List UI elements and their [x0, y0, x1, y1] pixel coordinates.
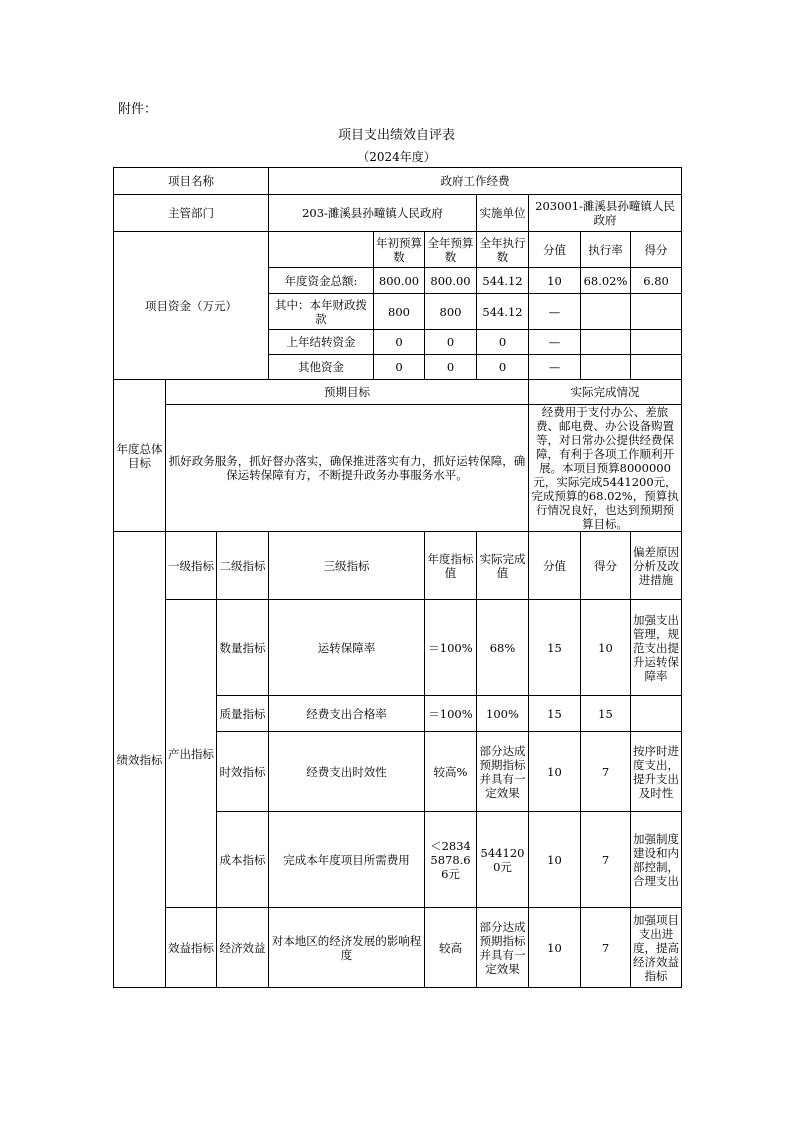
funds-header-rate: 执行率 [581, 232, 631, 268]
implementing-unit-label: 实施单位 [477, 195, 529, 232]
funds-row-annual: 0 [425, 355, 477, 380]
self-evaluation-table [113, 167, 682, 988]
indicator-level2: 数量指标 [217, 600, 269, 696]
goals-header-row [114, 380, 682, 405]
funds-header-blank [269, 232, 374, 268]
header-level2: 二级指标 [217, 532, 269, 600]
department-label: 主管部门 [114, 195, 269, 232]
funds-row-name: 其中：本年财政拨款 [269, 294, 374, 330]
indicator-points: 7 [581, 812, 631, 908]
funds-row-points [631, 330, 682, 355]
indicator-analysis [631, 696, 682, 732]
expected-goal-text: 抓好政务服务，抓好督办落实，确保推进落实有力，抓好运转保障，确保运转保障有方，不断提升政务办事服务水平。 [166, 405, 529, 532]
indicator-level2: 成本指标 [217, 812, 269, 908]
indicator-score: 15 [529, 600, 581, 696]
indicator-points: 7 [581, 732, 631, 812]
funds-row-annual: 800.00 [425, 268, 477, 294]
funds-row-rate [581, 294, 631, 330]
indicator-level3: 经费支出合格率 [269, 696, 425, 732]
header-score: 分值 [529, 532, 581, 600]
funds-row-initial: 0 [374, 330, 425, 355]
funds-row-points: 6.80 [631, 268, 682, 294]
funds-row-name: 其他资金 [269, 355, 374, 380]
indicator-score: 10 [529, 908, 581, 988]
header-points: 得分 [581, 532, 631, 600]
funds-row-executed: 0 [477, 330, 529, 355]
implementing-unit-value: 203001-濉溪县孙疃镇人民政府 [529, 195, 682, 232]
performance-header-row [114, 532, 682, 600]
indicator-points: 15 [581, 696, 631, 732]
indicator-actual: 68% [477, 600, 529, 696]
funds-row-initial: 800 [374, 294, 425, 330]
funds-header-annual: 全年预算数 [425, 232, 477, 268]
header-analysis: 偏差原因分析及改进措施 [631, 532, 682, 600]
funds-header-score: 分值 [529, 232, 581, 268]
indicator-level2: 经济效益 [217, 908, 269, 988]
department-row [114, 195, 682, 232]
indicator-level3: 运转保障率 [269, 600, 425, 696]
header-actual: 实际完成值 [477, 532, 529, 600]
funds-row-rate [581, 330, 631, 355]
output-indicator-label: 产出指标 [166, 600, 217, 908]
header-level1: 一级指标 [166, 532, 217, 600]
indicator-level3: 对本地区的经济发展的影响程度 [269, 908, 425, 988]
indicator-level3: 完成本年度项目所需费用 [269, 812, 425, 908]
funds-header-executed: 全年执行数 [477, 232, 529, 268]
indicator-score: 10 [529, 812, 581, 908]
project-name-value: 政府工作经费 [269, 168, 682, 195]
funds-row-score: — [529, 294, 581, 330]
funds-label: 项目资金（万元） [114, 232, 269, 380]
funds-header-points: 得分 [631, 232, 682, 268]
indicator-actual: 5441200元 [477, 812, 529, 908]
funds-header-row [114, 232, 682, 268]
department-value: 203-濉溪县孙疃镇人民政府 [269, 195, 477, 232]
indicator-actual: 部分达成预期指标并具有一定效果 [477, 908, 529, 988]
funds-row-executed: 544.12 [477, 268, 529, 294]
funds-row-executed: 544.12 [477, 294, 529, 330]
project-name-row [114, 168, 682, 195]
funds-row-score: 10 [529, 268, 581, 294]
indicator-target: ＝100% [425, 600, 477, 696]
funds-row-name: 上年结转资金 [269, 330, 374, 355]
actual-completion-text: 经费用于支付办公、差旅费、邮电费、办公设备购置等，对日常办公提供经费保障，有利于各项工作顺利开展。本项目预算8000000元，实际完成5441200元，完成预算的68.02%，预算执行情况良好，也达到预期预算目标。 [529, 405, 682, 532]
indicator-score: 10 [529, 732, 581, 812]
funds-row-executed: 0 [477, 355, 529, 380]
indicator-level3: 经费支出时效性 [269, 732, 425, 812]
goals-content-row [114, 405, 682, 532]
indicator-level2: 质量指标 [217, 696, 269, 732]
header-target: 年度指标值 [425, 532, 477, 600]
funds-row-initial: 800.00 [374, 268, 425, 294]
indicator-actual: 100% [477, 696, 529, 732]
expected-goal-label: 预期目标 [166, 380, 529, 405]
page-title: 项目支出绩效自评表 [337, 128, 455, 143]
attachment-label: 附件： [118, 102, 158, 117]
indicator-score: 15 [529, 696, 581, 732]
goals-label: 年度总体目标 [114, 380, 166, 532]
indicator-target: ＜28345878.66元 [425, 812, 477, 908]
indicator-analysis: 加强支出管理，规范支出提升运转保障率 [631, 600, 682, 696]
funds-row-points [631, 355, 682, 380]
benefit-indicator-label: 效益指标 [166, 908, 217, 988]
indicator-points: 7 [581, 908, 631, 988]
indicator-actual: 部分达成预期指标并具有一定效果 [477, 732, 529, 812]
project-name-label: 项目名称 [114, 168, 269, 195]
indicator-level2: 时效指标 [217, 732, 269, 812]
funds-row-score: — [529, 330, 581, 355]
header-level3: 三级指标 [269, 532, 425, 600]
funds-row-annual: 0 [425, 330, 477, 355]
indicator-analysis: 加强项目支出进度，提高经济效益指标 [631, 908, 682, 988]
funds-row-name: 年度资金总额: [269, 268, 374, 294]
performance-label: 绩效指标 [114, 532, 166, 988]
funds-row-initial: 0 [374, 355, 425, 380]
report-year: （2024年度） [357, 150, 436, 164]
indicator-target: 较高% [425, 732, 477, 812]
indicator-row [114, 600, 682, 696]
funds-row-points [631, 294, 682, 330]
funds-row-rate [581, 355, 631, 380]
indicator-target: 较高 [425, 908, 477, 988]
indicator-analysis: 加强制度建设和内部控制，合理支出 [631, 812, 682, 908]
indicator-target: ＝100% [425, 696, 477, 732]
funds-row-annual: 800 [425, 294, 477, 330]
funds-row-rate: 68.02% [581, 268, 631, 294]
indicator-row [114, 908, 682, 988]
funds-row-score: — [529, 355, 581, 380]
actual-completion-label: 实际完成情况 [529, 380, 682, 405]
funds-header-initial: 年初预算数 [374, 232, 425, 268]
indicator-analysis: 按序时进度支出，提升支出及时性 [631, 732, 682, 812]
indicator-points: 10 [581, 600, 631, 696]
